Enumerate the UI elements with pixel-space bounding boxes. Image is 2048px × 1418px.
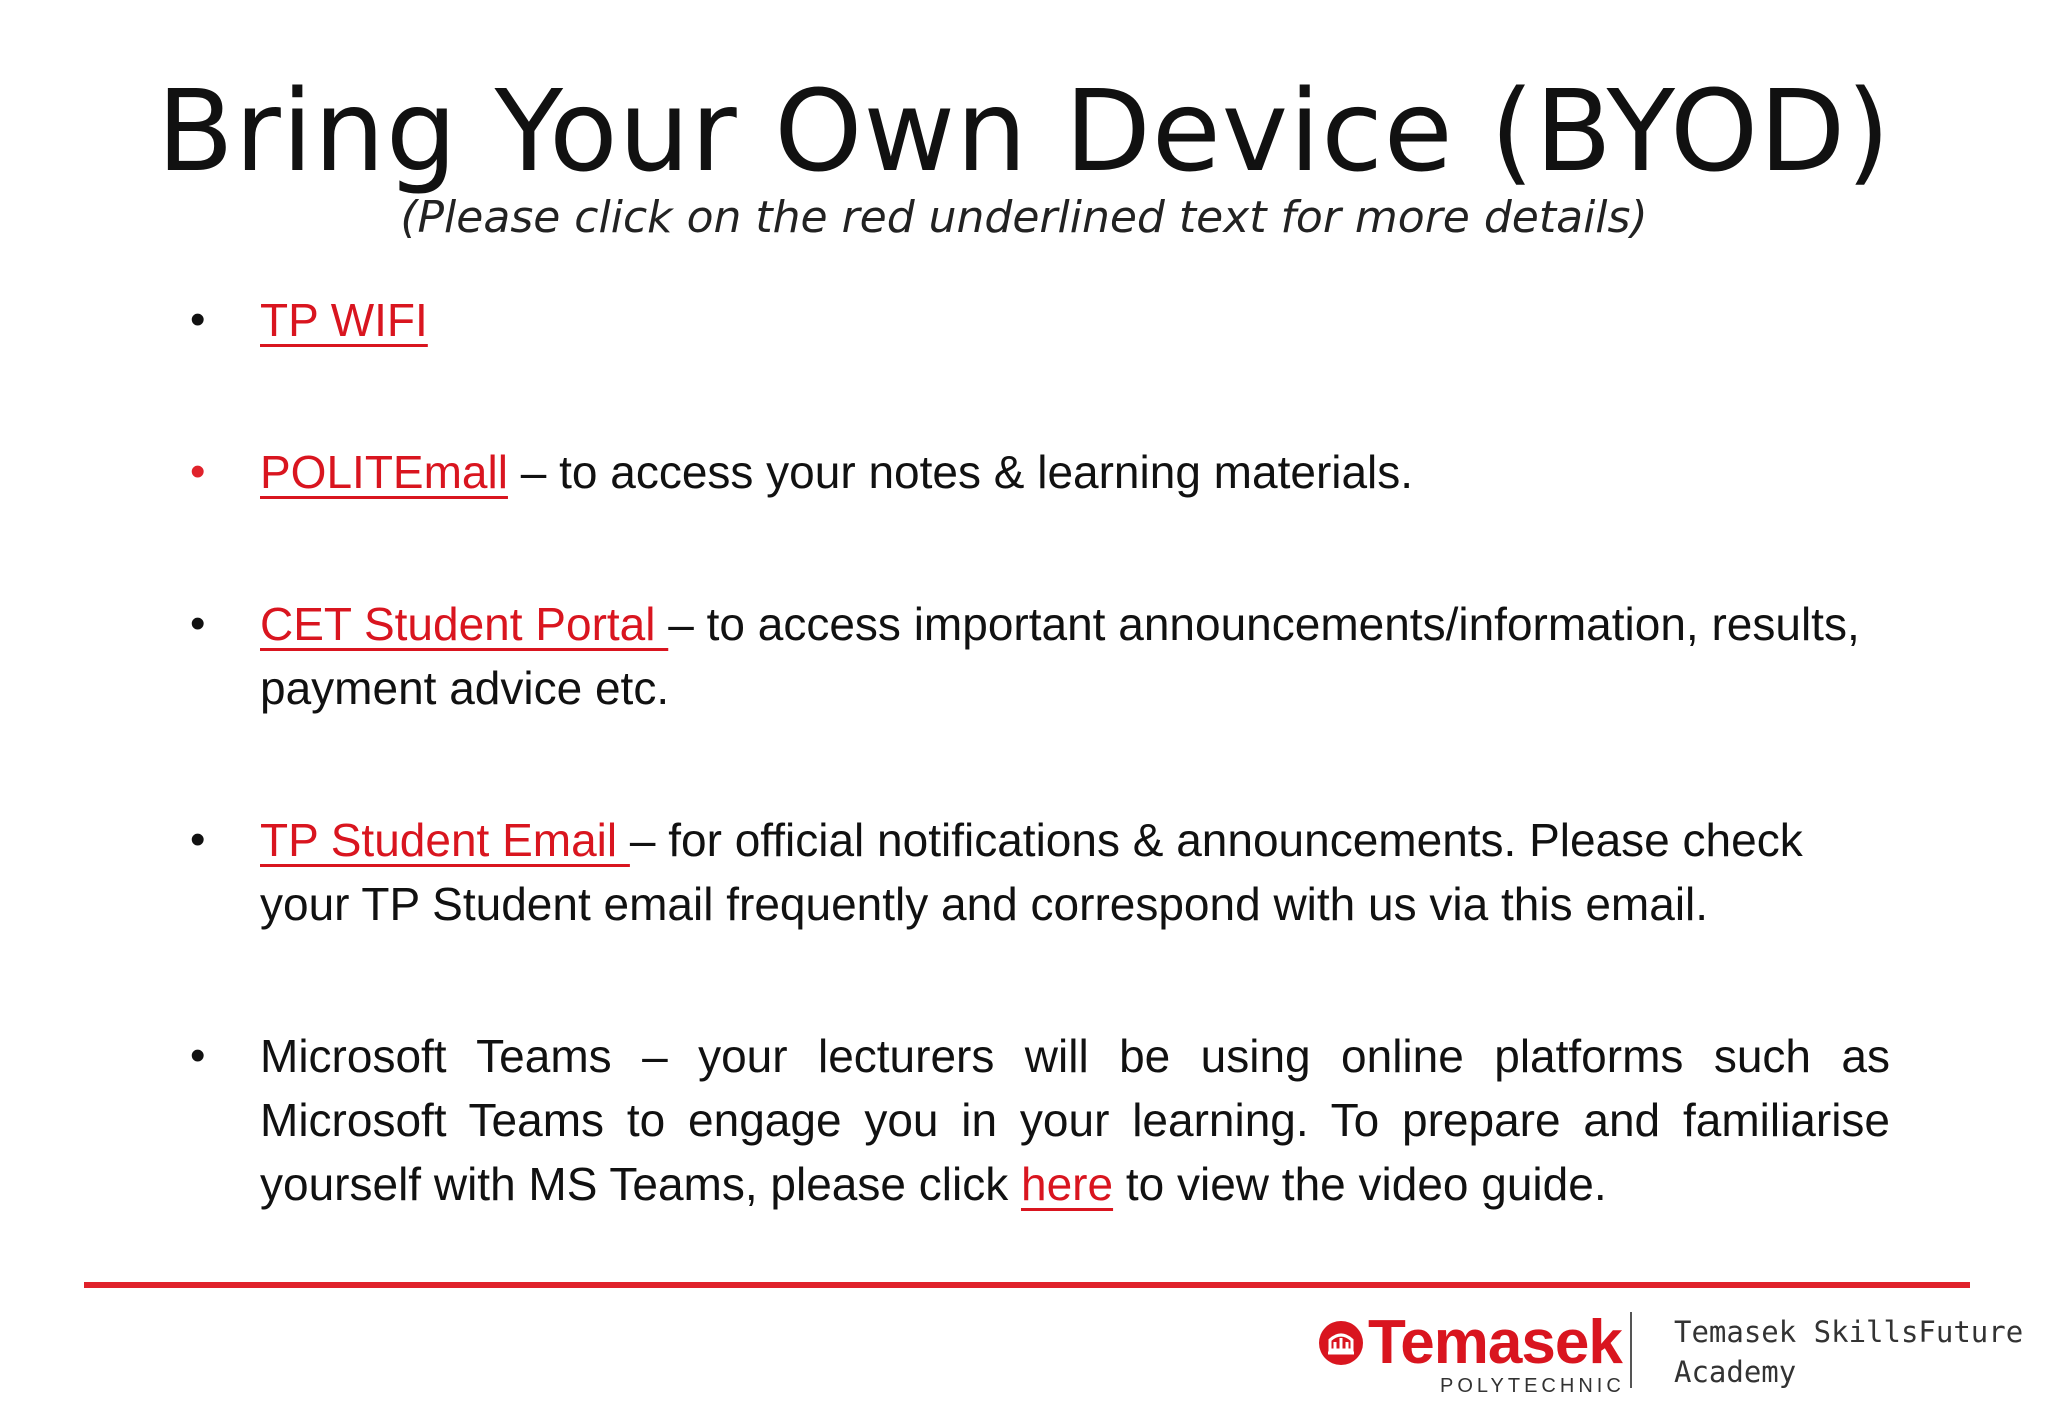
academy-line-2: Academy [1674,1355,1797,1389]
bullet-dot: • [190,599,206,648]
logo-divider [1630,1312,1632,1388]
cet-student-portal-link[interactable]: CET Student Portal [260,598,669,650]
logo-name: Temasek [1368,1308,1622,1377]
bullet-dot: • [190,815,206,864]
bullet-post-text: to view the video guide. [1113,1158,1607,1210]
academy-label [1674,1312,2024,1392]
footer-divider [84,1282,1970,1288]
temasek-crest-icon [1318,1320,1364,1366]
bullet-pre-text: Microsoft Teams – your lecturers will be using online platforms such as Microsoft Teams to engage you in your learning. To prepare and familiarise yourself with MS Teams, please click [260,1030,1890,1210]
academy-line-1: Temasek SkillsFuture [1674,1315,2024,1349]
tp-student-email-link[interactable]: TP Student Email [260,814,630,866]
temasek-polytechnic-logo [1318,1310,1648,1400]
bullet-rest-text: – to access important announcements/information, results, payment advice etc. [260,598,1860,714]
slide-title: Bring Your Own Device (BYOD) [156,67,1892,197]
politemall-link[interactable]: POLITEmall [260,446,508,498]
bullet-rest-text: – for official notifications & announcements. Please check your TP Student email frequently and correspond with us via this email. [260,814,1803,930]
bullet-text [260,808,1890,936]
bullet-text [260,288,1890,352]
bullet-text [260,1024,1890,1216]
logo-subtitle: POLYTECHNIC [1440,1375,1625,1397]
bullet-text [260,592,1890,720]
bullet-dot: • [190,295,206,344]
bullet-dot: • [190,1031,206,1080]
bullet-dot: • [190,447,206,496]
bullet-text [260,440,1890,504]
teams-video-guide-link[interactable]: here [1020,1158,1114,1210]
tp-wifi-link[interactable]: TP WIFI [260,294,428,346]
bullet-rest-text: – to access your notes & learning materials. [507,446,1414,498]
slide-subtitle: (Please click on the red underlined text for more details) [400,192,1648,243]
